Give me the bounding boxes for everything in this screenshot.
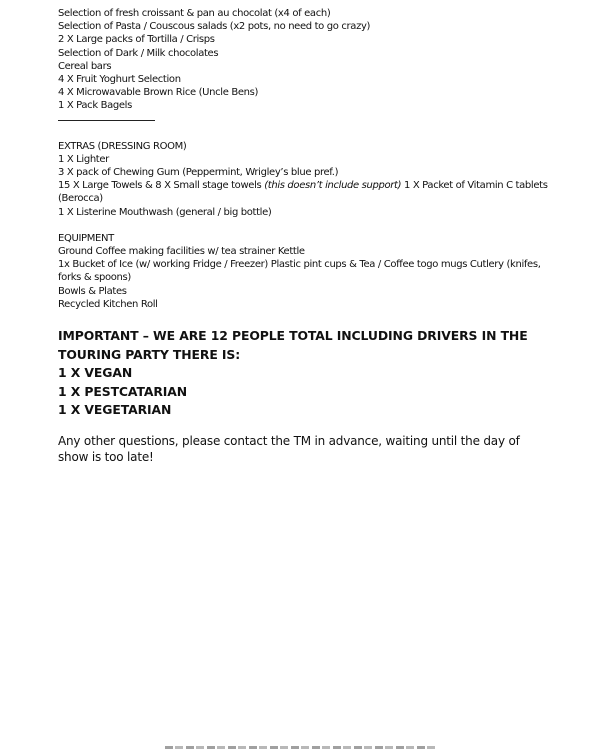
list-item: 3 X pack of Chewing Gum (Peppermint, Wrigley’s blue pref.) [58, 167, 339, 179]
diet-item: 1 X VEGETARIAN [58, 402, 172, 418]
food-list [58, 7, 558, 113]
list-item: 2 X Large packs of Tortilla / Crisps [58, 34, 215, 46]
towels-text: 15 X Large Towels & 8 X Small stage towels [58, 180, 265, 192]
list-item: 1 X Pack Bagels [58, 100, 132, 112]
spacer [58, 219, 558, 232]
list-item: Selection of fresh croissant & pan au chocolat (x4 of each) [58, 8, 331, 19]
closing-note: Any other questions, please contact the TM in advance, waiting until the day of show is too late! [58, 433, 520, 465]
vitamin-text: 1 X Packet of Vitamin C tablets (Berocca) [58, 180, 548, 205]
equipment-section [58, 232, 558, 311]
extras-section [58, 140, 558, 219]
list-item: 1 X Lighter [58, 153, 109, 165]
towels-note: (this doesn’t include support) [264, 180, 402, 192]
diet-item: 1 X VEGAN [58, 365, 133, 381]
diet-item: 1 X PESTCATARIAN [58, 383, 188, 399]
equipment-heading: EQUIPMENT [58, 232, 114, 244]
list-item: Ground Coffee making facilities w/ tea strainer Kettle [58, 246, 305, 258]
important-notice: IMPORTANT – WE ARE 12 PEOPLE TOTAL INCLUDING DRIVERS IN THE TOURING PARTY THERE IS: [58, 328, 528, 362]
list-item: 1 X Listerine Mouthwash (general / big bottle) [58, 206, 272, 218]
list-item [58, 179, 558, 205]
page-footer [0, 742, 600, 750]
list-item: Bowls & Plates [58, 285, 127, 297]
extras-heading: EXTRAS (DRESSING ROOM) [58, 140, 187, 152]
list-item: Cereal bars [58, 60, 112, 72]
list-item: Selection of Dark / Milk chocolates [58, 47, 219, 59]
list-item: 4 X Microwavable Brown Rice (Uncle Bens) [58, 87, 259, 99]
list-item: Recycled Kitchen Roll [58, 298, 158, 310]
list-item: 1x Bucket of Ice (w/ working Fridge / Freezer) Plastic pint cups & Tea / Coffee togo mugs Cutlery (knifes, forks & spoons) [58, 259, 541, 284]
footer-illegible-text [165, 746, 435, 749]
list-item: 4 X Fruit Yoghurt Selection [58, 74, 181, 86]
rider-document [58, 7, 558, 466]
dietary-list [58, 364, 558, 420]
list-item: Selection of Pasta / Couscous salads (x2 pots, no need to go crazy) [58, 21, 371, 33]
